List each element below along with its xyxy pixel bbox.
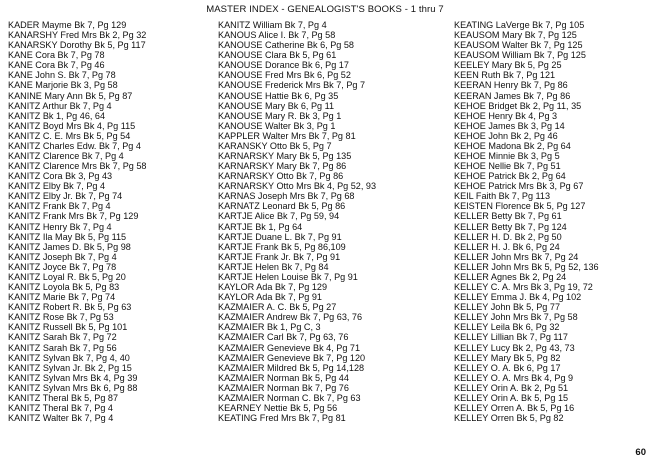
index-entry: KANITZ Frank Bk 7, Pg 4 xyxy=(8,201,111,212)
index-entry: KANITZ Rose Bk 7, Pg 53 xyxy=(8,312,114,323)
index-entry: KAZMAIER Genevieve Bk 7, Pg 120 xyxy=(218,352,366,363)
index-entry: KARNARSKY Otto Mrs Bk 4, Pg 52, 93 xyxy=(218,181,377,192)
index-entry: KANITZ Joyce Bk 7, Pg 78 xyxy=(8,261,117,272)
index-entry: KARTJE Duane L. Bk 7, Pg 91 xyxy=(218,231,342,242)
index-entry: KELLER John Mrs Bk 5, Pg 52, 136 xyxy=(454,261,599,272)
index-entry: KANARSKY Dorothy Bk 5, Pg 117 xyxy=(8,40,146,51)
page-header: MASTER INDEX - GENEALOGIST'S BOOKS - 1 thru 7 xyxy=(206,4,444,15)
index-entry: KELLEY O. A. Bk 6, Pg 17 xyxy=(454,362,561,373)
index-entry: KANITZ Theral Bk 5, Pg 87 xyxy=(8,392,119,403)
index-column-1 xyxy=(8,20,146,423)
index-entry: KEHOE Madona Bk 2, Pg 64 xyxy=(454,140,571,151)
index-entry: KAYLOR Ada Bk 7, Pg 91 xyxy=(218,292,322,303)
index-entry: KAZMAIER A. C. Bk 5, Pg 27 xyxy=(218,302,337,313)
index-entry: KEHOE Patrick Bk 2, Pg 64 xyxy=(454,171,566,182)
index-entry: KELLEY O. A. Mrs Bk 4, Pg 9 xyxy=(454,372,574,383)
index-entry: KANITZ Clarence Bk 7, Pg 4 xyxy=(8,151,124,162)
index-entry: KARNARSKY Mary Bk 7, Pg 86 xyxy=(218,161,347,172)
index-entry: KELLEY John Bk 5, Pg 77 xyxy=(454,302,560,313)
index-entry: KEERAN Henry Bk 7, Pg 86 xyxy=(454,80,568,91)
index-entry: KANITZ Clarence Mrs Bk 7, Pg 58 xyxy=(8,161,147,172)
index-entry: KANITZ C. E. Mrs Bk 5, Pg 54 xyxy=(8,130,131,141)
index-entry: KAZMAIER Genevieve Bk 4, Pg 71 xyxy=(218,342,361,353)
index-entry: KAZMAIER Mildred Bk 5, Pg 14,128 xyxy=(218,362,365,373)
index-entry: KANITZ Sarah Bk 7, Pg 72 xyxy=(8,332,117,343)
index-entry: KANITZ Loyal R. Bk 5, Pg 20 xyxy=(8,271,126,282)
index-entry: KANITZ Marie Bk 7, Pg 74 xyxy=(8,292,116,303)
index-entry: KANITZ Sylvan Mrs Bk 6, Pg 88 xyxy=(8,382,138,393)
index-entry: KANITZ Sylvan Bk 7, Pg 4, 40 xyxy=(8,352,130,363)
index-entry: KELLEY Orren Bk 5, Pg 82 xyxy=(454,413,564,424)
index-entry: KANITZ William Bk 7, Pg 4 xyxy=(218,20,327,30)
index-entry: KELLEY Mary Bk 5, Pg 82 xyxy=(454,352,561,363)
index-entry: KEHOE Minnie Bk 3, Pg 5 xyxy=(454,151,560,162)
index-entry: KEAUSOM Mary Bk 7, Pg 125 xyxy=(454,30,577,41)
index-entry: KARNARSKY Otto Bk 7, Pg 86 xyxy=(218,171,344,182)
index-entry: KARTJE Frank Bk 5, Pg 86,109 xyxy=(218,241,346,252)
index-entry: KAZMAIER Norman Bk 5, Pg 44 xyxy=(218,372,349,383)
index-entry: KARNAS Joseph Mrs Bk 7, Pg 68 xyxy=(218,191,355,202)
index-entry: KELLEY Lillian Bk 7, Pg 117 xyxy=(454,332,568,343)
index-entry: KANOUSE Hattie Bk 6, Pg 35 xyxy=(218,90,339,101)
index-entry: KEAUSOM William Bk 7, Pg 125 xyxy=(454,50,586,61)
index-entry: KARTJE Alice Bk 7, Pg 59, 94 xyxy=(218,211,340,222)
index-entry: KEHOE Nellie Bk 7, Pg 51 xyxy=(454,161,561,172)
index-entry: KEATING Fred Mrs Bk 7, Pg 81 xyxy=(218,413,346,424)
index-entry: KARTJE Helen Bk 7, Pg 84 xyxy=(218,261,329,272)
index-entry: KANITZ Elby Jr. Bk 7, Pg 74 xyxy=(8,191,123,202)
index-entry: KANE Cora Bk 7, Pg 78 xyxy=(8,50,105,61)
index-entry: KANOUS Alice I. Bk 7, Pg 58 xyxy=(218,30,336,41)
index-entry: KAZMAIER Bk 1, Pg C, 3 xyxy=(218,322,321,333)
index-entry: KANINE Mary Ann Bk 5, Pg 87 xyxy=(8,90,133,101)
index-entry: KANITZ Joseph Bk 7, Pg 4 xyxy=(8,251,117,262)
index-entry: KANITZ Robert R. Bk 5, Pg 63 xyxy=(8,302,132,313)
index-entry: KEARNEY Nettie Bk 5, Pg 56 xyxy=(218,402,338,413)
index-entry: KANITZ Bk 1, Pg 46, 64 xyxy=(8,110,106,121)
index-entry: KELLEY John Mrs Bk 7, Pg 58 xyxy=(454,312,578,323)
index-entry: KADER Mayme Bk 7, Pg 129 xyxy=(8,20,127,30)
index-entry: KELLER H. J. Bk 6, Pg 24 xyxy=(454,241,560,252)
index-entry: KARTJE Frank Jr. Bk 7, Pg 91 xyxy=(218,251,341,262)
index-entry: KARTJE Helen Louise Bk 7, Pg 91 xyxy=(218,271,358,282)
index-entry: KANOUSE Mary R. Bk 3, Pg 1 xyxy=(218,110,342,121)
index-entry: KELLEY Leila Bk 6, Pg 32 xyxy=(454,322,560,333)
index-entry: KEHOE Bridget Bk 2, Pg 11, 35 xyxy=(454,100,582,111)
index-entry: KAZMAIER Carl Bk 7, Pg 63, 76 xyxy=(218,332,349,343)
index-entry: KELLER Agnes Bk 2, Pg 24 xyxy=(454,271,567,282)
index-entry: KANITZ Sarah Bk 7, Pg 56 xyxy=(8,342,117,353)
index-entry: KEATING LaVerge Bk 7, Pg 105 xyxy=(454,20,585,30)
index-entry: KELLEY Orin A. Bk 5, Pg 15 xyxy=(454,392,569,403)
index-entry: KELLER H. D. Bk 2, Pg 50 xyxy=(454,231,562,242)
index-entry: KANITZ Frank Mrs Bk 7, Pg 129 xyxy=(8,211,139,222)
index-entry: KEHOE Patrick Mrs Bk 3, Pg 67 xyxy=(454,181,584,192)
index-entry: KANARSHY Fred Mrs Bk 2, Pg 32 xyxy=(8,30,147,41)
index-entry: KANOUSE Mary Bk 6, Pg 11 xyxy=(218,100,335,111)
index-entry: KARNATZ Leonard Bk 5, Pg 86 xyxy=(218,201,346,212)
index-entry: KARNARSKY Mary Bk 5, Pg 135 xyxy=(218,151,352,162)
index-entry: KEIL Faith Bk 7, Pg 113 xyxy=(454,191,551,202)
index-entry: KANE Cora Bk 7, Pg 46 xyxy=(8,60,105,71)
index-entry: KANOUSE Walter Bk 3, Pg 1 xyxy=(218,120,336,131)
index-entry: KELLER Betty Bk 7, Pg 61 xyxy=(454,211,562,222)
index-entry: KEHOE Henry Bk 4, Pg 3 xyxy=(454,110,558,121)
index-entry: KAPPLER Walter Mrs Bk 7, Pg 81 xyxy=(218,130,356,141)
index-entry: KAZMAIER Norman C. Bk 7, Pg 63 xyxy=(218,392,361,403)
index-entry: KEHOE James Bk 3, Pg 14 xyxy=(454,120,565,131)
index-entry: KANITZ Henry Bk 7, Pg 4 xyxy=(8,221,112,232)
index-entry: KARTJE Bk 1, Pg 64 xyxy=(218,221,303,232)
index-entry: KELLEY Emma J. Bk 4, Pg 102 xyxy=(454,292,582,303)
index-entry: KANITZ Theral Bk 7, Pg 4 xyxy=(8,402,113,413)
index-entry: KEAUSOM Walter Bk 7, Pg 125 xyxy=(454,40,583,51)
index-entry: KANITZ Ila May Bk 5, Pg 115 xyxy=(8,231,127,242)
index-entry: KEISTEN Florence Bk 5, Pg 127 xyxy=(454,201,586,212)
index-entry: KAZMAIER Norman Bk 7, Pg 76 xyxy=(218,382,349,393)
index-entry: KELLEY Lucy Bk 2, Pg 43, 73 xyxy=(454,342,575,353)
index-entry: KELLER John Mrs Bk 7, Pg 24 xyxy=(454,251,579,262)
index-entry: KANITZ Boyd Mrs Bk 4, Pg 115 xyxy=(8,120,136,131)
page-number: 60 xyxy=(635,447,646,458)
index-entry: KEELEY Mary Bk 5, Pg 25 xyxy=(454,60,562,71)
index-entry: KANOUSE Clara Bk 5, Pg 61 xyxy=(218,50,337,61)
index-entry: KEERAN James Bk 7, Pg 86 xyxy=(454,90,571,101)
index-entry: KAZMAIER Andrew Bk 7, Pg 63, 76 xyxy=(218,312,363,323)
index-entry: KANITZ Walter Bk 7, Pg 4 xyxy=(8,413,114,424)
index-entry: KANITZ Loyola Bk 5, Pg 83 xyxy=(8,282,120,293)
index-entry: KEEN Ruth Bk 7, Pg 121 xyxy=(454,70,556,81)
index-column-2 xyxy=(218,20,376,423)
index-entry: KANE John S. Bk 7, Pg 78 xyxy=(8,70,116,81)
index-entry: KANITZ Sylvan Mrs Bk 4, Pg 39 xyxy=(8,372,138,383)
index-entry: KEHOE John Bk 2, Pg 46 xyxy=(454,130,558,141)
index-entry: KELLEY Orren A. Bk 5, Pg 16 xyxy=(454,402,575,413)
index-entry: KANOUSE Dorance Bk 6, Pg 17 xyxy=(218,60,349,71)
index-entry: KANOUSE Fred Mrs Bk 6, Pg 52 xyxy=(218,70,351,81)
index-entry: KANITZ Cora Bk 3, Pg 43 xyxy=(8,171,113,182)
index-entry: KANITZ Russell Bk 5, Pg 101 xyxy=(8,322,128,333)
index-entry: KANITZ Arthur Bk 7, Pg 4 xyxy=(8,100,112,111)
index-entry: KELLEY C. A. Mrs Bk 3, Pg 19, 72 xyxy=(454,282,593,293)
index-entry: KANOUSE Catherine Bk 6, Pg 58 xyxy=(218,40,354,51)
index-entry: KANITZ Charles Edw. Bk 7, Pg 4 xyxy=(8,140,141,151)
index-entry: KANITZ Sylvan Jr. Bk 2, Pg 15 xyxy=(8,362,132,373)
index-entry: KANOUSE Frederick Mrs Bk 7, Pg 7 xyxy=(218,80,366,91)
index-entry: KAYLOR Ada Bk 7, Pg 129 xyxy=(218,282,328,293)
index-entry: KANE Marjorie Bk 3, Pg 58 xyxy=(8,80,118,91)
index-entry: KELLEY Orin A. Bk 2, Pg 51 xyxy=(454,382,569,393)
index-entry: KELLER Betty Bk 7, Pg 124 xyxy=(454,221,567,232)
index-column-3 xyxy=(454,20,599,423)
index-entry: KANITZ Elby Bk 7, Pg 4 xyxy=(8,181,106,192)
index-entry: KANITZ James D. Bk 5, Pg 98 xyxy=(8,241,131,252)
index-entry: KARANSKY Otto Bk 5, Pg 7 xyxy=(218,140,332,151)
